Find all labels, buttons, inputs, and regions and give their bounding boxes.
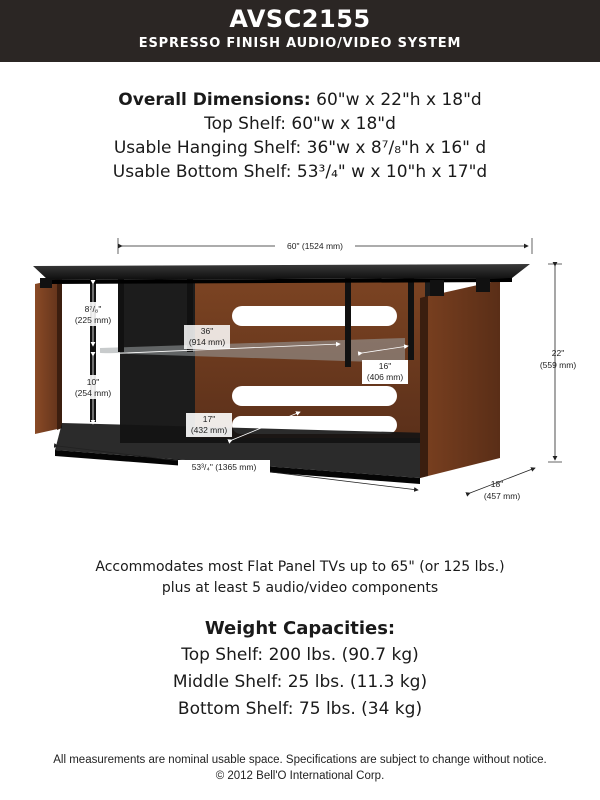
column-4 bbox=[345, 272, 351, 367]
hang-depth-mm-label: (406 mm) bbox=[366, 372, 404, 382]
bottom-height-mm-label: (254 mm) bbox=[74, 388, 112, 398]
disclaimer: All measurements are nominal usable space. Specifications are subject to change without notice. bbox=[53, 754, 547, 766]
column-2 bbox=[118, 272, 124, 352]
overall-depth-mm-label: (457 mm) bbox=[483, 491, 521, 501]
footer bbox=[0, 752, 600, 784]
back-slot-2 bbox=[232, 386, 397, 406]
column-5 bbox=[408, 272, 414, 360]
overall-dimensions-label: Overall Dimensions: bbox=[118, 90, 311, 110]
width-label: 60" (1524 mm) bbox=[287, 241, 343, 251]
overall-height-label: 22" bbox=[551, 348, 565, 358]
stand-illustration bbox=[0, 228, 600, 528]
model-number: AVSC2155 bbox=[229, 5, 371, 33]
hang-width-label: 36" bbox=[200, 326, 214, 336]
overall-dimensions-value: 60"w x 22"h x 18"d bbox=[310, 90, 482, 110]
bottom-depth-label: 17" bbox=[202, 414, 216, 424]
compatibility-line-1: Accommodates most Flat Panel TVs up to 65" (or 125 lbs.) bbox=[95, 559, 505, 575]
top-shelf-weight: Top Shelf: 200 lbs. (90.7 kg) bbox=[181, 645, 419, 665]
top-shelf-dimensions: Top Shelf: 60"w x 18"d bbox=[204, 114, 396, 134]
weight-capacities-title: Weight Capacities: bbox=[204, 618, 396, 639]
bottom-shelf-dimensions: Usable Bottom Shelf: 53³/₄" w x 10"h x 17"d bbox=[112, 162, 488, 182]
overall-height-mm-label: (559 mm) bbox=[539, 360, 577, 370]
bottom-height-label: 10" bbox=[86, 377, 100, 387]
compatibility-note bbox=[0, 557, 600, 599]
hang-height-label: 8⁷/₈" bbox=[84, 304, 102, 314]
header-banner bbox=[0, 0, 600, 62]
compatibility-line-2: plus at least 5 audio/video components bbox=[161, 580, 439, 596]
right-side-panel bbox=[420, 280, 500, 478]
overall-dimensions bbox=[0, 88, 600, 112]
overall-depth-label: 18" bbox=[490, 479, 504, 489]
dimensions-block bbox=[0, 88, 600, 184]
weight-capacities bbox=[0, 616, 600, 723]
copyright: © 2012 Bell'O International Corp. bbox=[215, 770, 385, 782]
bottom-depth-mm-label: (432 mm) bbox=[190, 425, 228, 435]
hang-width-mm-label: (914 mm) bbox=[188, 337, 226, 347]
bottom-shelf-weight: Bottom Shelf: 75 lbs. (34 kg) bbox=[177, 699, 423, 719]
bottom-width-label: 53³/₄" (1365 mm) bbox=[191, 462, 257, 472]
middle-shelf-weight: Middle Shelf: 25 lbs. (11.3 kg) bbox=[172, 672, 428, 692]
hanging-shelf-dimensions: Usable Hanging Shelf: 36"w x 8⁷/₈"h x 16" d bbox=[113, 138, 487, 158]
product-diagram bbox=[0, 228, 600, 528]
hang-height-mm-label: (225 mm) bbox=[74, 315, 112, 325]
product-subtitle: ESPRESSO FINISH AUDIO/VIDEO SYSTEM bbox=[138, 36, 462, 51]
back-slot-1 bbox=[232, 306, 397, 326]
top-glass-shelf bbox=[33, 264, 530, 280]
hang-depth-label: 16" bbox=[378, 361, 392, 371]
